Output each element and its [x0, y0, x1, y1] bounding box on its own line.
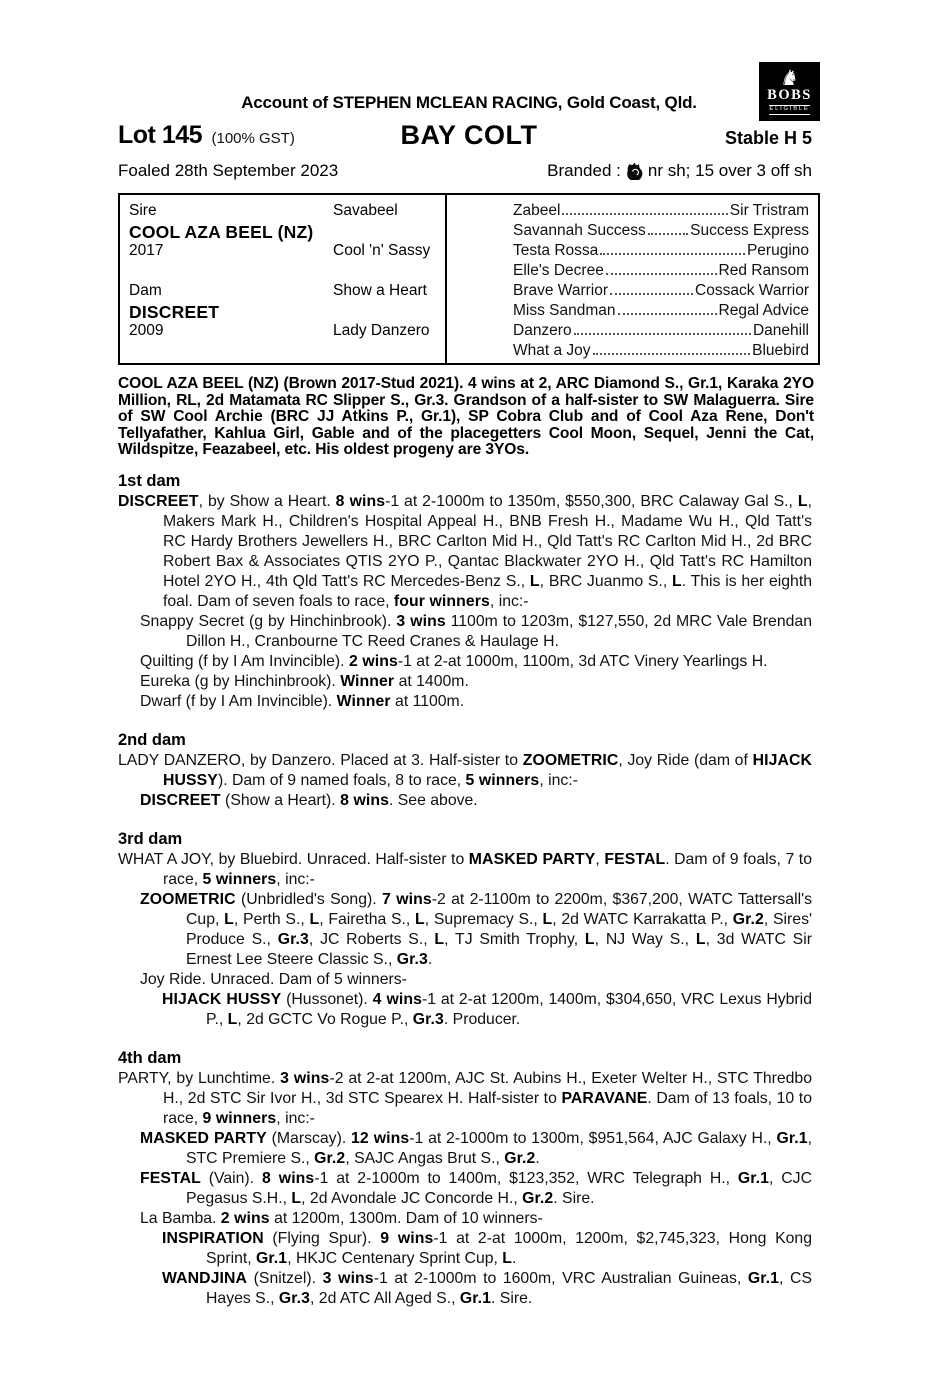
emphasis-text: Gr.2: [504, 1149, 536, 1167]
pedigree-cell-name: COOL AZA BEEL (NZ): [129, 222, 314, 242]
bobs-logo-subtitle: ELIGIBLE: [769, 105, 809, 115]
body-text: . Sire.: [491, 1289, 533, 1307]
emphasis-text: Gr.2: [732, 910, 764, 928]
emphasis-text: 8 wins: [335, 492, 386, 510]
body-text: (Vain).: [200, 1169, 262, 1187]
body-text: ,: [595, 850, 605, 868]
body-text: WHAT A JOY, by Bluebird. Unraced. Half-sister to: [118, 850, 469, 868]
ancestor-row: [513, 242, 809, 262]
ancestor-name: Brave Warrior: [513, 282, 609, 299]
body-text: . Dam of 9 foals, 7 to race,: [163, 850, 812, 888]
ancestor-name: Savannah Success: [513, 222, 646, 239]
pedigree-row: [129, 342, 445, 362]
body-text: Quilting (f by I Am Invincible).: [140, 652, 349, 670]
pedigree-row: [129, 322, 445, 342]
emphasis-text: 5 winners: [202, 870, 277, 888]
body-text: -1 at 2-at 1000m, 1100m, 3d ATC Vinery Yearlings H.: [397, 652, 768, 670]
pedigree-paragraph: [162, 1269, 812, 1309]
body-text: -2 at 2-1100m to 2200m, $367,200, WATC Tattersall's Cup,: [186, 890, 813, 928]
pedigree-row: [129, 202, 445, 222]
emphasis-text: L: [529, 572, 540, 590]
body-text: , Makers Mark H., Children's Hospital Appeal H., BNB Fresh H., Madame Wu H., Qld Tatt's RC Hardy Brothers Jewellers H., BRC Carlton Mid H., Qld Tatt's RC Carlton Mid H., 2d BRC Robert Bax & Associates QTIS 2YO P., Qantac Blackwater 2YO H., Qld Tatt's RC Hamilton Hotel 2YO H., 4th Qld Tatt's RC Mercedes-Benz S.,: [163, 492, 812, 590]
pedigree-table: [118, 193, 820, 365]
body-text: . Sire.: [553, 1189, 595, 1207]
ancestor-row: [513, 202, 809, 222]
sire-summary: COOL AZA BEEL (NZ) (Brown 2017-Stud 2021). 4 wins at 2, ARC Diamond S., Gr.1, Karaka 2YO Million, RL, 2d Matamata RC Slipper S., Gr.3. Grandson of a half-sister to SW Malaguerra. Sire of SW Cool Archie (BRC JJ Atkins P., Gr.1), SP Cobra Club and of Cool Aza Rene, Don't Tellyafather, Kahlua Girl, Gable and of the placegetters Cool Moon, Sequel, Jenni the Cat, Wildspitze, Feazabeel, etc. His oldest progeny are 3YOs.: [118, 375, 814, 459]
dotted-leader: [562, 213, 727, 215]
body-text: , JC Roberts S.,: [308, 930, 435, 948]
dotted-leader: [606, 273, 717, 275]
dotted-leader: [618, 313, 717, 315]
emphasis-text: INSPIRATION: [162, 1229, 264, 1247]
emphasis-text: L: [291, 1189, 302, 1207]
meta-row: [118, 160, 820, 182]
dotted-leader: [593, 353, 751, 355]
account-line: Account of STEPHEN MCLEAN RACING, Gold Coast, Qld.: [241, 93, 697, 112]
ancestor-parent: Danehill: [752, 322, 809, 339]
branded-label: Branded :: [547, 161, 621, 180]
body-text: , Sires' Produce S.,: [186, 910, 812, 948]
pedigree-paragraph: [140, 1209, 812, 1229]
body-text: -1 at 2-1000m to 1350m, $550,300, BRC Calaway Gal S.,: [385, 492, 798, 510]
body-text: (Show a Heart).: [220, 791, 341, 809]
dam-section-heading: 3rd dam: [118, 829, 183, 848]
emphasis-text: 4 wins: [372, 990, 422, 1008]
body-text: .: [535, 1149, 540, 1167]
body-text: (Unbridled's Song).: [235, 890, 382, 908]
bobs-logo: [759, 62, 820, 121]
pedigree-paragraph: [140, 890, 812, 970]
pedigree-cell-parent: Cool 'n' Sassy: [333, 242, 431, 259]
body-text: , BRC Juanmo S.,: [539, 572, 672, 590]
body-text: (Marscay).: [266, 1129, 352, 1147]
lot-row: [118, 120, 820, 152]
pedigree-right-column: [445, 195, 818, 363]
pedigree-details: [118, 472, 812, 1309]
emphasis-text: Gr.1: [737, 1169, 770, 1187]
branded-description: nr sh; 15 over 3 off sh: [647, 161, 812, 180]
body-text: . This is her eighth foal. Dam of seven foals to race,: [163, 572, 813, 610]
pedigree-cell-label: 2017: [129, 242, 164, 259]
pedigree-paragraph: [118, 850, 812, 890]
body-text: ). Dam of 9 named foals, 8 to race,: [217, 771, 466, 789]
body-text: -1 at 2-at 1000m, 1200m, $2,745,323, Hong Kong Sprint,: [206, 1229, 812, 1267]
dotted-leader: [648, 233, 688, 235]
body-text: Dwarf (f by I Am Invincible).: [140, 692, 337, 710]
emphasis-text: L: [542, 910, 553, 928]
emphasis-text: MASKED PARTY: [140, 1129, 267, 1147]
emphasis-text: HIJACK HUSSY: [163, 751, 812, 789]
body-text: , Perth S.,: [233, 910, 310, 928]
emphasis-text: 3 wins: [280, 1069, 330, 1087]
dotted-leader: [600, 253, 745, 255]
dam-section-heading: 2nd dam: [118, 730, 186, 749]
emphasis-text: 3 wins: [322, 1269, 374, 1287]
body-text: , CJC Pegasus S.H.,: [186, 1169, 812, 1207]
emphasis-text: 5 winners: [465, 771, 540, 789]
emphasis-text: PARAVANE: [561, 1089, 648, 1107]
emphasis-text: Gr.1: [776, 1129, 808, 1147]
emphasis-text: Gr.1: [459, 1289, 492, 1307]
body-text: , HKJC Centenary Sprint Cup,: [287, 1249, 503, 1267]
emphasis-text: 9 winners: [202, 1109, 277, 1127]
pedigree-paragraph: [162, 990, 812, 1030]
emphasis-text: FESTAL: [140, 1169, 201, 1187]
body-text: , 3d WATC Sir Ernest Lee Steere Classic S.,: [186, 930, 812, 968]
ancestor-name: What a Joy: [513, 342, 591, 359]
body-text: , Supremacy S.,: [424, 910, 543, 928]
pedigree-row: [129, 262, 445, 282]
ancestor-parent: Cossack Warrior: [695, 282, 809, 299]
pedigree-row: [129, 302, 445, 322]
body-text: , Joy Ride (dam of: [618, 751, 753, 769]
emphasis-text: WANDJINA: [162, 1269, 248, 1287]
branded-line: [547, 161, 812, 181]
body-text: , inc:-: [489, 592, 529, 610]
body-text: at 1200m, 1300m. Dam of 10 winners-: [269, 1209, 543, 1227]
emphasis-text: Winner: [336, 692, 391, 710]
emphasis-text: HIJACK HUSSY: [162, 990, 282, 1008]
body-text: , NJ Way S.,: [594, 930, 696, 948]
body-text: -2 at 2-at 1200m, AJC St. Aubins H., Exeter Welter H., STC Thredbo H., 2d STC Sir Ivor H., 3d STC Spearex H. Half-sister to: [163, 1069, 813, 1107]
emphasis-text: Gr.2: [314, 1149, 346, 1167]
gst-note: (100% GST): [211, 130, 295, 147]
emphasis-text: L: [309, 910, 320, 928]
body-text: , TJ Smith Trophy,: [444, 930, 585, 948]
body-text: , STC Premiere S.,: [186, 1129, 812, 1167]
ancestor-parent: Bluebird: [752, 342, 809, 359]
dam-section-heading: 1st dam: [118, 471, 181, 490]
emphasis-text: L: [797, 492, 808, 510]
ancestor-row: [513, 262, 809, 282]
emphasis-text: L: [502, 1249, 513, 1267]
pedigree-paragraph: [140, 1129, 812, 1169]
emphasis-text: 8 wins: [340, 791, 389, 809]
dam-section-heading: 4th dam: [118, 1048, 182, 1067]
emphasis-text: MASKED PARTY: [468, 850, 596, 868]
ancestor-name: Zabeel: [513, 202, 561, 219]
ancestor-parent: Red Ransom: [718, 262, 809, 279]
body-text: , inc:-: [539, 771, 578, 789]
pedigree-paragraph: [118, 1069, 812, 1129]
pedigree-cell-parent: Savabeel: [333, 202, 398, 219]
body-text: , SAJC Angas Brut S.,: [345, 1149, 505, 1167]
pedigree-paragraph: [140, 692, 812, 712]
ancestor-name: Danzero: [513, 322, 572, 339]
pedigree-cell-name: DISCREET: [129, 302, 220, 322]
ancestor-row: [513, 222, 809, 242]
body-text: PARTY, by Lunchtime.: [118, 1069, 281, 1087]
pedigree-cell-parent: Show a Heart: [333, 282, 427, 299]
ancestor-name: Miss Sandman: [513, 302, 616, 319]
pedigree-cell-label: Sire: [129, 202, 157, 219]
horse-head-icon: ♞: [780, 66, 799, 91]
emphasis-text: L: [671, 572, 682, 590]
emphasis-text: Gr.3: [396, 950, 428, 968]
pedigree-paragraph: [118, 492, 812, 612]
body-text: (Flying Spur).: [263, 1229, 381, 1247]
ancestor-row: [513, 342, 809, 362]
emphasis-text: Gr.3: [278, 1289, 311, 1307]
emphasis-text: L: [434, 930, 445, 948]
pedigree-paragraph: [140, 652, 812, 672]
body-text: , Fairetha S.,: [319, 910, 416, 928]
emphasis-text: Gr.1: [256, 1249, 288, 1267]
dotted-leader: [610, 293, 693, 295]
ancestor-row: [513, 282, 809, 302]
page-title: BAY COLT: [400, 120, 538, 150]
body-text: . See above.: [388, 791, 478, 809]
emphasis-text: four winners: [393, 592, 490, 610]
ancestor-parent: Sir Tristram: [729, 202, 809, 219]
body-text: -1 at 2-1000m to 1400m, $123,352, WRC Telegraph H.,: [314, 1169, 738, 1187]
pedigree-cell-parent: Lady Danzero: [333, 322, 430, 339]
ancestor-name: Elle's Decree: [513, 262, 604, 279]
body-text: , CS Hayes S.,: [206, 1269, 812, 1307]
body-text: . Producer.: [443, 1010, 521, 1028]
emphasis-text: Gr.1: [747, 1269, 780, 1287]
ancestor-parent: Success Express: [690, 222, 809, 239]
pedigree-left-column: [120, 195, 445, 363]
pedigree-row: [129, 282, 445, 302]
body-text: .: [512, 1249, 517, 1267]
emphasis-text: 2 wins: [220, 1209, 270, 1227]
emphasis-text: L: [584, 930, 595, 948]
ancestor-parent: Perugino: [746, 242, 809, 259]
pedigree-paragraph: [140, 791, 812, 811]
emphasis-text: FESTAL: [604, 850, 666, 868]
emphasis-text: L: [415, 910, 425, 928]
body-text: , inc:-: [276, 1109, 315, 1127]
emphasis-text: Gr.3: [412, 1010, 444, 1028]
body-text: -1 at 2-at 1200m, 1400m, $304,650, VRC Lexus Hybrid P.,: [206, 990, 812, 1028]
body-text: Snappy Secret (g by Hinchinbrook).: [140, 612, 397, 630]
emphasis-text: 7 wins: [381, 890, 432, 908]
body-text: 1100m to 1203m, $127,550, 2d MRC Vale Brendan Dillon H., Cranbourne TC Reed Cranes & Haulage H.: [186, 612, 812, 650]
brand-mark-icon: [625, 162, 644, 180]
pedigree-paragraph: [118, 751, 812, 791]
pedigree-paragraph: [140, 672, 812, 692]
ancestor-name: Testa Rossa: [513, 242, 599, 259]
body-text: -1 at 2-1000m to 1300m, $951,564, AJC Galaxy H.,: [409, 1129, 777, 1147]
emphasis-text: 12 wins: [351, 1129, 410, 1147]
emphasis-text: 2 wins: [348, 652, 398, 670]
lot-number: Lot 145: [118, 121, 203, 149]
body-text: La Bamba.: [140, 1209, 221, 1227]
body-text: , 2d WATC Karrakatta P.,: [552, 910, 733, 928]
page-content: [118, 0, 820, 1309]
pedigree-row: [129, 242, 445, 262]
body-text: at 1100m.: [390, 692, 465, 710]
body-text: (Hussonet).: [281, 990, 373, 1008]
ancestor-row: [513, 322, 809, 342]
emphasis-text: L: [224, 910, 234, 928]
emphasis-text: Gr.2: [522, 1189, 554, 1207]
emphasis-text: L: [227, 1010, 238, 1028]
body-text: , 2d ATC All Aged S.,: [310, 1289, 460, 1307]
body-text: , by Show a Heart.: [198, 492, 336, 510]
emphasis-text: 8 wins: [261, 1169, 315, 1187]
pedigree-paragraph: [162, 1229, 812, 1269]
emphasis-text: 3 wins: [396, 612, 446, 630]
pedigree-cell-label: Dam: [129, 282, 162, 299]
body-text: -1 at 2-1000m to 1600m, VRC Australian Guineas,: [373, 1269, 748, 1287]
body-text: Joy Ride. Unraced. Dam of 5 winners-: [140, 970, 407, 988]
body-text: .: [427, 950, 433, 968]
pedigree-paragraph: [140, 1169, 812, 1209]
emphasis-text: ZOOMETRIC: [140, 890, 236, 908]
emphasis-text: Gr.3: [277, 930, 309, 948]
emphasis-text: DISCREET: [140, 791, 221, 809]
body-text: , 2d GCTC Vo Rogue P.,: [237, 1010, 413, 1028]
body-text: , 2d Avondale JC Concorde H.,: [301, 1189, 523, 1207]
body-text: . Dam of 13 foals, 10 to race,: [163, 1089, 812, 1127]
pedigree-row: [129, 222, 445, 242]
body-text: (Snitzel).: [247, 1269, 323, 1287]
body-text: LADY DANZERO, by Danzero. Placed at 3. Half-sister to: [118, 751, 523, 769]
ancestor-row: [513, 302, 809, 322]
emphasis-text: Winner: [340, 672, 395, 690]
body-text: at 1400m.: [394, 672, 469, 690]
dotted-leader: [574, 333, 751, 335]
emphasis-text: ZOOMETRIC: [522, 751, 619, 769]
body-text: , inc:-: [276, 870, 315, 888]
pedigree-cell-label: 2009: [129, 322, 164, 339]
body-text: Eureka (g by Hinchinbrook).: [140, 672, 341, 690]
foaled-date: Foaled 28th September 2023: [118, 161, 339, 180]
ancestor-parent: Regal Advice: [718, 302, 809, 319]
emphasis-text: 9 wins: [380, 1229, 434, 1247]
bobs-logo-title: BOBS: [767, 87, 812, 104]
stable-number: Stable H 5: [724, 128, 812, 148]
emphasis-text: DISCREET: [118, 492, 199, 510]
pedigree-paragraph: [140, 970, 812, 990]
lot-left: [118, 121, 295, 150]
pedigree-paragraph: [140, 612, 812, 652]
emphasis-text: L: [695, 930, 706, 948]
